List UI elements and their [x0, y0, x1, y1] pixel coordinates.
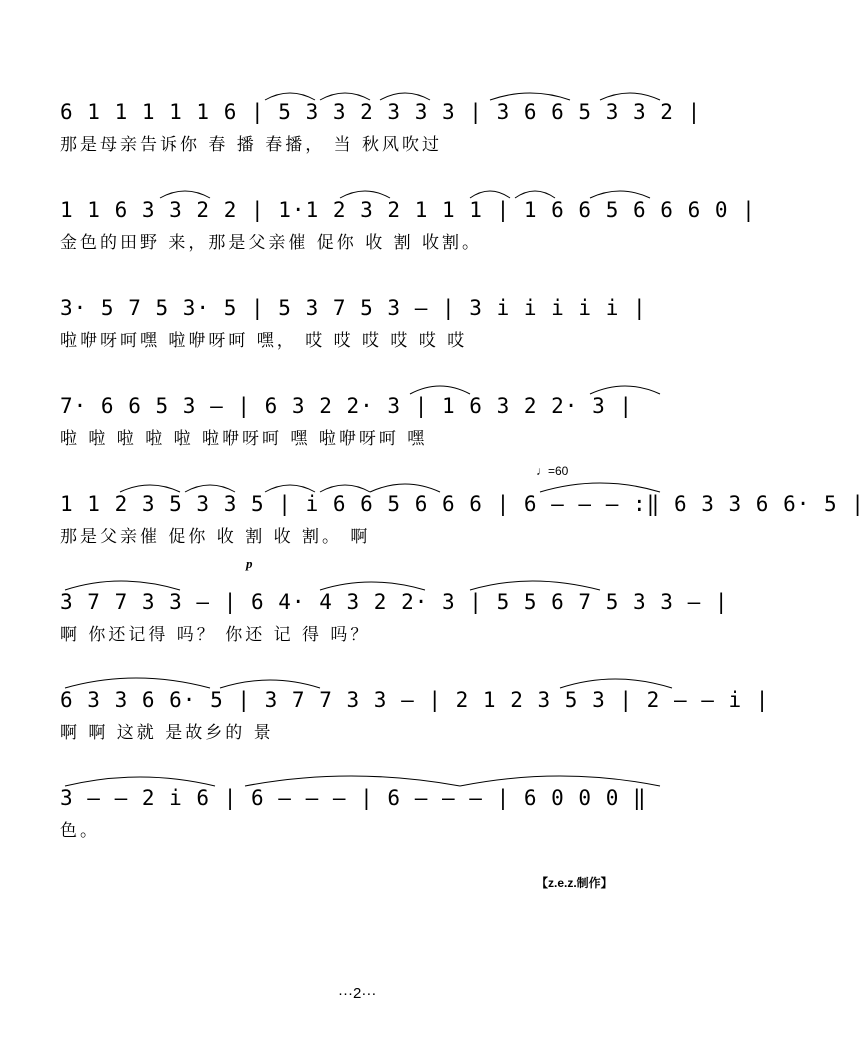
lyrics: 啦 啦 啦 啦 啦 啦咿呀呵 嘿 啦咿呀呵 嘿	[60, 429, 428, 449]
lyrics: 啊 啊 这就 是故乡的 景	[60, 723, 274, 743]
tie-marks	[60, 176, 672, 200]
tie-marks	[60, 568, 672, 592]
jianpu-notes: 3 7 7 3 3 — | 6 4· 4 3 2 2· 3 | 5 5 6 7 5 3 3 — |	[60, 590, 729, 614]
page-number: ···2···	[338, 985, 377, 1002]
jianpu-notes: 7· 6 6 5 3 — | 6 3 2 2· 3 | 1 6 3 2 2· 3 |	[60, 394, 634, 418]
lyrics: 那是父亲催 促你 收 割 收 割。 啊	[60, 527, 371, 547]
credit-label: 【z.e.z.制作】	[536, 876, 613, 890]
jianpu-notes: 6 3 3 6 6· 5 | 3 7 7 3 3 — | 2 1 2 3 5 3 | 2 — — i |	[60, 688, 770, 712]
lyrics: 那是母亲告诉你 春 播 春播， 当 秋风吹过	[60, 135, 443, 155]
jianpu-notes: 1 1 2 3 5 3 3 5 | i 6 6 5 6 6 6 | 6 — — — :‖ 6 3 3 6 6· 5 |	[60, 492, 865, 516]
tie-marks	[60, 470, 672, 494]
tie-marks	[60, 372, 672, 396]
lyrics: 色。	[60, 821, 100, 841]
jianpu-notes: 3 — — 2 i 6 | 6 — — — | 6 — — — | 6 0 0 0 ‖	[60, 786, 647, 810]
jianpu-notes: 3· 5 7 5 3· 5 | 5 3 7 5 3 — | 3 i i i i i |	[60, 296, 647, 320]
lyrics: 啊 你还记得 吗？ 你还 记 得 吗？	[60, 625, 371, 645]
tie-marks	[60, 764, 672, 788]
tempo-marking: ♩=60	[536, 464, 569, 478]
tie-marks	[60, 666, 672, 690]
lyrics: 啦咿呀呵嘿 啦咿呀呵 嘿， 哎 哎 哎 哎 哎 哎	[60, 331, 468, 351]
lyrics: 金色的田野 来，那是父亲催 促你 收 割 收割。	[60, 233, 483, 253]
jianpu-notes: 6 1 1 1 1 1 6 | 5 3 3 2 3 3 3 | 3 6 6 5 3 3 2 |	[60, 100, 702, 124]
dynamic-marking: p	[246, 556, 253, 571]
jianpu-notes: 1 1 6 3 3 2 2 | 1·1 2 3 2 1 1 1 | 1 6 6 5 6 6 6 0 |	[60, 198, 756, 222]
tie-marks	[60, 78, 672, 102]
